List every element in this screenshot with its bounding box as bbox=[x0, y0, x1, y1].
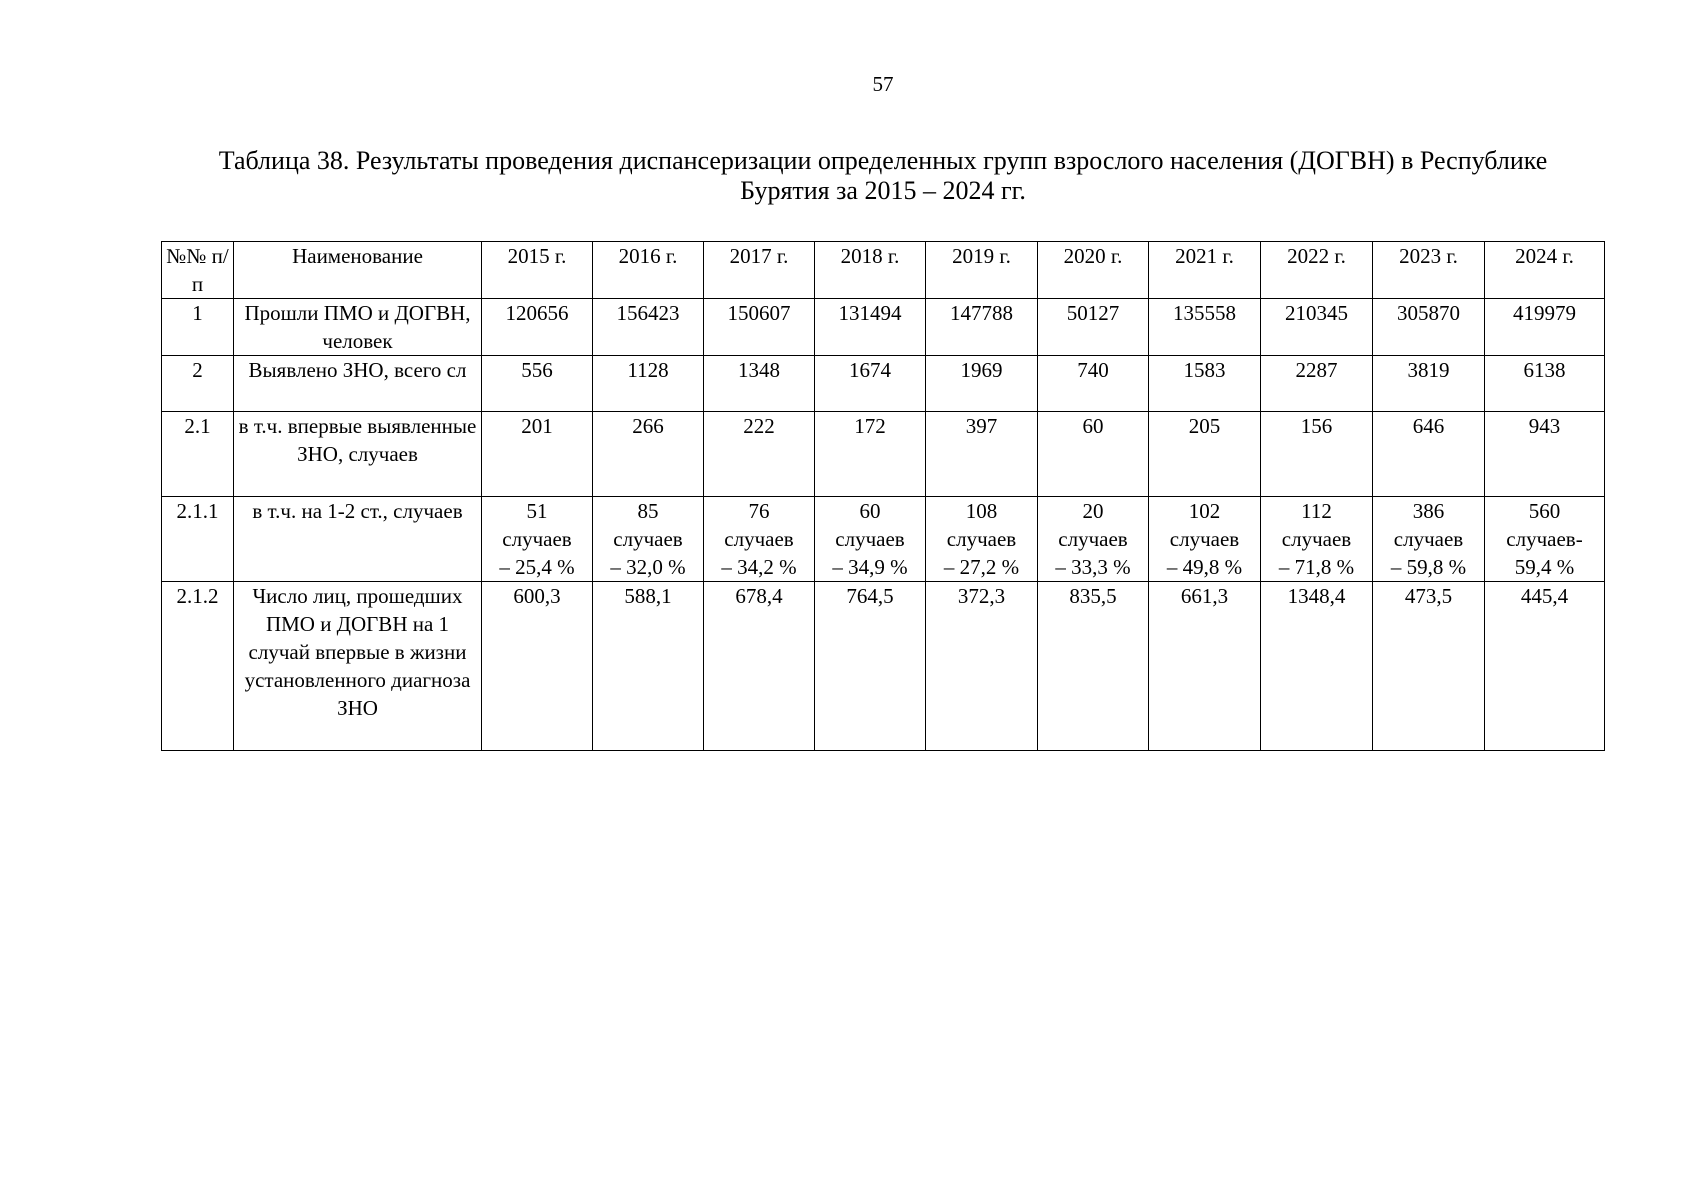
table-cell: 135558 bbox=[1149, 299, 1261, 356]
row-name: Выявлено ЗНО, всего сл bbox=[234, 356, 482, 412]
column-header-2020: 2020 г. bbox=[1038, 242, 1149, 299]
table-cell: 445,4 bbox=[1485, 582, 1605, 751]
table-cell: 60 случаев – 34,9 % bbox=[815, 497, 926, 582]
table-row bbox=[162, 412, 1605, 497]
table-cell: 156423 bbox=[593, 299, 704, 356]
table-row bbox=[162, 356, 1605, 412]
column-header-2017: 2017 г. bbox=[704, 242, 815, 299]
table-cell: 201 bbox=[482, 412, 593, 497]
column-header-number: №№ п/п bbox=[162, 242, 234, 299]
table-cell: 20 случаев – 33,3 % bbox=[1038, 497, 1149, 582]
table-cell: 473,5 bbox=[1373, 582, 1485, 751]
table-title: Таблица 38. Результаты проведения диспансеризации определенных групп взрослого населения (ДОГВН) в Республике Бурятия за 2015 – 2024 гг. bbox=[218, 146, 1548, 205]
column-header-2019: 2019 г. bbox=[926, 242, 1038, 299]
table-cell: 51 случаев – 25,4 % bbox=[482, 497, 593, 582]
column-header-name: Наименование bbox=[234, 242, 482, 299]
table-cell: 205 bbox=[1149, 412, 1261, 497]
table-cell: 386 случаев – 59,8 % bbox=[1373, 497, 1485, 582]
table-cell: 131494 bbox=[815, 299, 926, 356]
row-number: 2.1 bbox=[162, 412, 234, 497]
table-cell: 266 bbox=[593, 412, 704, 497]
table-cell: 85 случаев – 32,0 % bbox=[593, 497, 704, 582]
table-row bbox=[162, 497, 1605, 582]
table-cell: 222 bbox=[704, 412, 815, 497]
row-number: 2.1.2 bbox=[162, 582, 234, 751]
table-cell: 150607 bbox=[704, 299, 815, 356]
table-cell: 305870 bbox=[1373, 299, 1485, 356]
table-cell: 588,1 bbox=[593, 582, 704, 751]
table-cell: 764,5 bbox=[815, 582, 926, 751]
table-row bbox=[162, 582, 1605, 751]
table-cell: 1348 bbox=[704, 356, 815, 412]
table-cell: 1348,4 bbox=[1261, 582, 1373, 751]
column-header-2023: 2023 г. bbox=[1373, 242, 1485, 299]
table-cell: 6138 bbox=[1485, 356, 1605, 412]
table-cell: 661,3 bbox=[1149, 582, 1261, 751]
row-name: Прошли ПМО и ДОГВН, человек bbox=[234, 299, 482, 356]
table-cell: 678,4 bbox=[704, 582, 815, 751]
table-cell: 740 bbox=[1038, 356, 1149, 412]
column-header-2016: 2016 г. bbox=[593, 242, 704, 299]
table-cell: 943 bbox=[1485, 412, 1605, 497]
table-cell: 112 случаев – 71,8 % bbox=[1261, 497, 1373, 582]
table-cell: 172 bbox=[815, 412, 926, 497]
table-cell: 108 случаев – 27,2 % bbox=[926, 497, 1038, 582]
row-name: в т.ч. впервые выявленные ЗНО, случаев bbox=[234, 412, 482, 497]
table-cell: 210345 bbox=[1261, 299, 1373, 356]
table-cell: 156 bbox=[1261, 412, 1373, 497]
table-cell: 1674 bbox=[815, 356, 926, 412]
column-header-2024: 2024 г. bbox=[1485, 242, 1605, 299]
table-cell: 1969 bbox=[926, 356, 1038, 412]
table-cell: 646 bbox=[1373, 412, 1485, 497]
table-cell: 372,3 bbox=[926, 582, 1038, 751]
table-cell: 556 bbox=[482, 356, 593, 412]
column-header-2018: 2018 г. bbox=[815, 242, 926, 299]
table-header-row bbox=[162, 242, 1605, 299]
page-number: 57 bbox=[872, 72, 894, 96]
row-number: 2 bbox=[162, 356, 234, 412]
row-name: Число лиц, прошедших ПМО и ДОГВН на 1 случай впервые в жизни установленного диагноза ЗНО bbox=[234, 582, 482, 751]
table-cell: 60 bbox=[1038, 412, 1149, 497]
column-header-2022: 2022 г. bbox=[1261, 242, 1373, 299]
row-name: в т.ч. на 1-2 ст., случаев bbox=[234, 497, 482, 582]
table-cell: 102 случаев – 49,8 % bbox=[1149, 497, 1261, 582]
table-cell: 76 случаев – 34,2 % bbox=[704, 497, 815, 582]
table-cell: 147788 bbox=[926, 299, 1038, 356]
row-number: 1 bbox=[162, 299, 234, 356]
table-cell: 50127 bbox=[1038, 299, 1149, 356]
table-cell: 419979 bbox=[1485, 299, 1605, 356]
table-cell: 3819 bbox=[1373, 356, 1485, 412]
table-cell: 2287 bbox=[1261, 356, 1373, 412]
table-row bbox=[162, 299, 1605, 356]
results-table bbox=[161, 241, 1605, 751]
table-cell: 120656 bbox=[482, 299, 593, 356]
table-cell: 600,3 bbox=[482, 582, 593, 751]
table-cell: 1583 bbox=[1149, 356, 1261, 412]
column-header-2021: 2021 г. bbox=[1149, 242, 1261, 299]
row-number: 2.1.1 bbox=[162, 497, 234, 582]
table-cell: 1128 bbox=[593, 356, 704, 412]
column-header-2015: 2015 г. bbox=[482, 242, 593, 299]
table-cell: 397 bbox=[926, 412, 1038, 497]
table-cell: 560 случаев- 59,4 % bbox=[1485, 497, 1605, 582]
table-cell: 835,5 bbox=[1038, 582, 1149, 751]
